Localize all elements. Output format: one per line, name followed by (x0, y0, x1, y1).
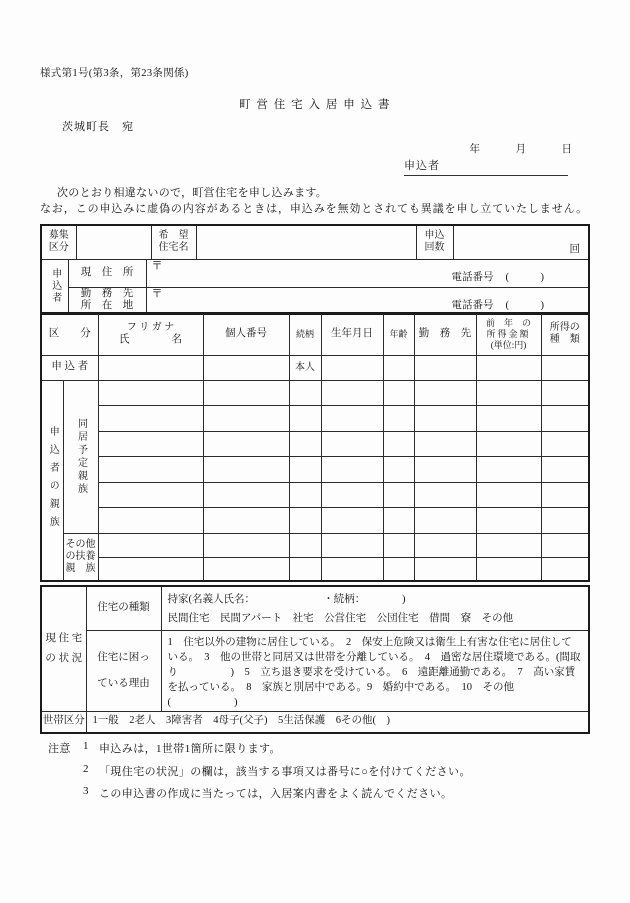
family-row-cell (321, 457, 383, 483)
note-item (48, 785, 608, 801)
cohabiting-row (41, 380, 589, 406)
family-row-cell (476, 431, 541, 457)
col-header-income-type-line1: 所得の (549, 322, 580, 334)
housing-type-choices-line: 民間住宅 民間アパート 社宅 公営住宅 公団住宅 借間 寮 その他 (167, 613, 514, 624)
family-row-cell (414, 482, 476, 508)
current-address-value-cell (146, 259, 589, 287)
family-members-table (40, 312, 590, 582)
family-row-cell (203, 457, 289, 483)
family-row-cell (414, 508, 476, 534)
family-row-cell (414, 457, 476, 483)
current-address-label: 現 住 所 (68, 259, 146, 287)
applicant-relationship-cell: 本人 (289, 355, 321, 380)
family-row-cell (541, 380, 589, 406)
family-row-cell (541, 557, 589, 581)
note-indent-spacer (48, 785, 83, 801)
family-row-cell (383, 380, 414, 406)
family-row-cell (476, 380, 541, 406)
family-row-cell (383, 431, 414, 457)
applicant-row (41, 355, 589, 380)
date-line: 年 月 日 (469, 144, 573, 155)
family-row-cell (541, 457, 589, 483)
family-row-cell (289, 431, 321, 457)
relatives-group-vertical-text: 申込者の親族 (47, 426, 59, 535)
declaration-line-2: なお，この申込みに虚偽の内容があるときは，申込みを無効とされても異議を申し立ていたしません。 (40, 203, 589, 215)
col-header-income (476, 313, 541, 355)
family-row-cell (321, 380, 383, 406)
declaration-line-1: 次のとおり相違ないので，町営住宅を申し込みます。 (57, 187, 328, 199)
family-row-cell (289, 508, 321, 534)
family-row-cell (414, 406, 476, 432)
applicant-name-cell (98, 355, 203, 380)
family-row-cell (476, 508, 541, 534)
housing-trouble-reason-label (86, 630, 161, 711)
household-category-options: 1一般 2老人 3障害者 4母子(父子) 5生活保護 6その他( ) (86, 711, 589, 733)
col-header-income-line2: 所得金額 (486, 328, 531, 339)
note-text: この申込書の作成に当たっては，入居案内書をよく読んでください。 (99, 788, 453, 800)
applicant-personal-number-cell (203, 355, 289, 380)
col-header-personal-number: 個人番号 (203, 313, 289, 355)
family-row-cell (476, 482, 541, 508)
current-housing-label-line1: 現 住 宅 (45, 632, 83, 644)
postal-mark: 〒 (151, 259, 163, 272)
family-row-cell (203, 406, 289, 432)
family-row-cell (203, 508, 289, 534)
col-header-income-type-line2: 種 類 (549, 334, 580, 346)
family-row-cell (289, 380, 321, 406)
phone-number-label: 電話番号 (451, 271, 494, 283)
reason-label-line2: ている理由 (97, 677, 150, 689)
workplace-label-line1: 勤 務 先 (80, 288, 134, 300)
family-row-cell (476, 557, 541, 581)
applicant-age-cell (383, 355, 414, 380)
application-summary-table (40, 224, 590, 315)
family-row-cell (203, 482, 289, 508)
applicant-signature-line: 申込者 (404, 157, 568, 176)
col-header-income-line3: (単位:円) (490, 339, 527, 350)
other-dependents-row (41, 557, 589, 581)
housing-type-label: 住宅の種類 (86, 586, 161, 630)
col-header-income-type (541, 313, 589, 355)
reason-label-line1: 住宅に困っ (97, 651, 150, 663)
note-item (48, 763, 608, 779)
family-row-cell (98, 380, 203, 406)
family-row-cell (289, 557, 321, 581)
addressee: 茨城町長 宛 (62, 121, 134, 133)
recruitment-category-value-cell (76, 225, 151, 259)
workplace-label-line2: 所 在 地 (80, 300, 134, 312)
note-indent-spacer (48, 763, 83, 779)
applicant-income-cell (476, 355, 541, 380)
recruitment-category-label (41, 225, 76, 259)
family-row-cell (541, 431, 589, 457)
current-housing-table (40, 585, 590, 734)
family-row-cell (541, 482, 589, 508)
note-number: 2 (83, 762, 89, 775)
cohabiting-row (41, 508, 589, 534)
family-row-cell (98, 508, 203, 534)
cohabiting-row (41, 457, 589, 483)
application-count-label (416, 225, 453, 259)
family-row-cell (98, 482, 203, 508)
applicant-birth-date-cell (321, 355, 383, 380)
family-row-cell (98, 557, 203, 581)
family-row-cell (289, 482, 321, 508)
desired-housing-label-line1: 希 望 (158, 230, 189, 242)
family-row-cell (541, 533, 589, 557)
note-number: 1 (83, 740, 89, 752)
application-count-label-line2: 回数 (424, 242, 445, 254)
col-header-furigana: フ リ ガ ナ (126, 321, 175, 333)
cohabiting-row (41, 431, 589, 457)
family-row-cell (203, 431, 289, 457)
family-row-cell (203, 533, 289, 557)
col-header-income-line1: 前 年 の (485, 317, 531, 328)
household-category-label: 世帯区分 (41, 711, 86, 733)
cohabiting-row (41, 406, 589, 432)
family-row-cell (203, 557, 289, 581)
family-row-cell (383, 406, 414, 432)
form-number: 様式第1号(第3条，第23条関係) (40, 68, 189, 79)
family-row-cell (289, 533, 321, 557)
col-header-name (98, 313, 203, 355)
housing-trouble-reason-options: 1 住宅以外の建物に居住している。 2 保安上危険又は衛生上有害な住宅に居住している。 3 他の世帯と同居又は世帯を分離している。 4 過密な居住環境である。(間取り ) 5 立ち退き要求を受けている。 6 遠距離通勤である。 7 高い家賃を払っている。 8 家族と別居中である。9 婚約中である。 10 その他( ) (161, 630, 589, 711)
housing-type-own-home-line: 持家(名義人氏名： ・続柄： ) (167, 594, 406, 605)
note-text: 「現住宅の状況」の欄は，該当する事項又は番号に○を付けてください。 (99, 765, 471, 778)
family-row-cell (414, 431, 476, 457)
family-row-cell (98, 457, 203, 483)
phone-line-home (147, 272, 589, 284)
applicant-income-type-cell (541, 355, 589, 380)
desired-housing-label-line2: 住宅名 (158, 242, 189, 254)
current-housing-section-label (41, 586, 86, 711)
application-count-value-cell (453, 225, 589, 259)
family-row-cell (383, 482, 414, 508)
relatives-group-label (41, 380, 63, 581)
family-row-cell (541, 508, 589, 534)
applicant-vertical-text: 申込者 (49, 268, 61, 305)
postal-mark: 〒 (151, 287, 163, 300)
other-dependents-label-line3: 親 族 (65, 562, 96, 574)
family-row-cell (321, 406, 383, 432)
family-row-cell (414, 533, 476, 557)
application-count-label-line1: 申込 (424, 230, 445, 242)
col-header-birth-date: 生年月日 (321, 313, 383, 355)
family-row-cell (476, 533, 541, 557)
family-row-cell (289, 457, 321, 483)
note-number: 3 (83, 785, 89, 797)
col-header-workplace: 勤 務 先 (414, 313, 476, 355)
family-row-cell (321, 533, 383, 557)
family-row-cell (476, 406, 541, 432)
col-header-relationship: 続柄 (289, 313, 321, 355)
other-dependents-label (63, 533, 98, 581)
family-row-cell (98, 533, 203, 557)
family-row-cell (541, 406, 589, 432)
applicant-workplace-cell (414, 355, 476, 380)
family-row-cell (321, 431, 383, 457)
recruitment-category-label-line1: 募集 (48, 230, 69, 242)
desired-housing-label (151, 225, 196, 259)
family-row-cell (203, 380, 289, 406)
applicant-vertical-label (41, 259, 68, 314)
family-row-cell (321, 557, 383, 581)
current-housing-label-line2: の 状 況 (45, 652, 83, 664)
notes-section (48, 740, 608, 808)
col-header-name-text: 氏 名 (119, 333, 182, 345)
phone-line-work (147, 300, 589, 312)
phone-number-value: ( ) (505, 299, 544, 311)
workplace-address-value-cell (146, 287, 589, 314)
family-row-cell (383, 457, 414, 483)
cohabiting-label (63, 380, 98, 533)
other-dependents-label-line2: の扶養 (65, 550, 96, 562)
family-row-cell (289, 406, 321, 432)
family-row-cell (321, 482, 383, 508)
phone-number-label: 電話番号 (451, 299, 494, 311)
other-dependents-row (41, 533, 589, 557)
cohabiting-vertical-text: 同居予定親族 (75, 417, 87, 496)
family-row-cell (321, 508, 383, 534)
page-title: 町 営 住 宅 入 居 申 込 書 (239, 99, 391, 111)
family-row-cell (414, 557, 476, 581)
col-header-category: 区 分 (41, 313, 98, 355)
other-dependents-label-line1: その他 (65, 538, 96, 550)
family-row-cell (476, 457, 541, 483)
note-item (48, 740, 608, 756)
family-row-cell (383, 508, 414, 534)
col-header-age: 年齢 (383, 313, 414, 355)
notes-label: 注意 (48, 743, 71, 755)
family-row-cell (98, 406, 203, 432)
count-unit: 回 (569, 243, 580, 255)
phone-number-value: ( ) (505, 271, 544, 283)
family-row-cell (383, 533, 414, 557)
family-row-cell (98, 431, 203, 457)
workplace-address-label (68, 287, 146, 314)
cohabiting-row (41, 482, 589, 508)
recruitment-category-label-line2: 区分 (48, 242, 69, 254)
family-row-cell (414, 380, 476, 406)
desired-housing-value-cell (196, 225, 416, 259)
housing-type-options (161, 586, 589, 630)
family-row-cell (383, 557, 414, 581)
applicant-row-label: 申 込 者 (41, 355, 98, 380)
note-text: 申込みは，1世帯1箇所に限ります。 (99, 743, 281, 755)
